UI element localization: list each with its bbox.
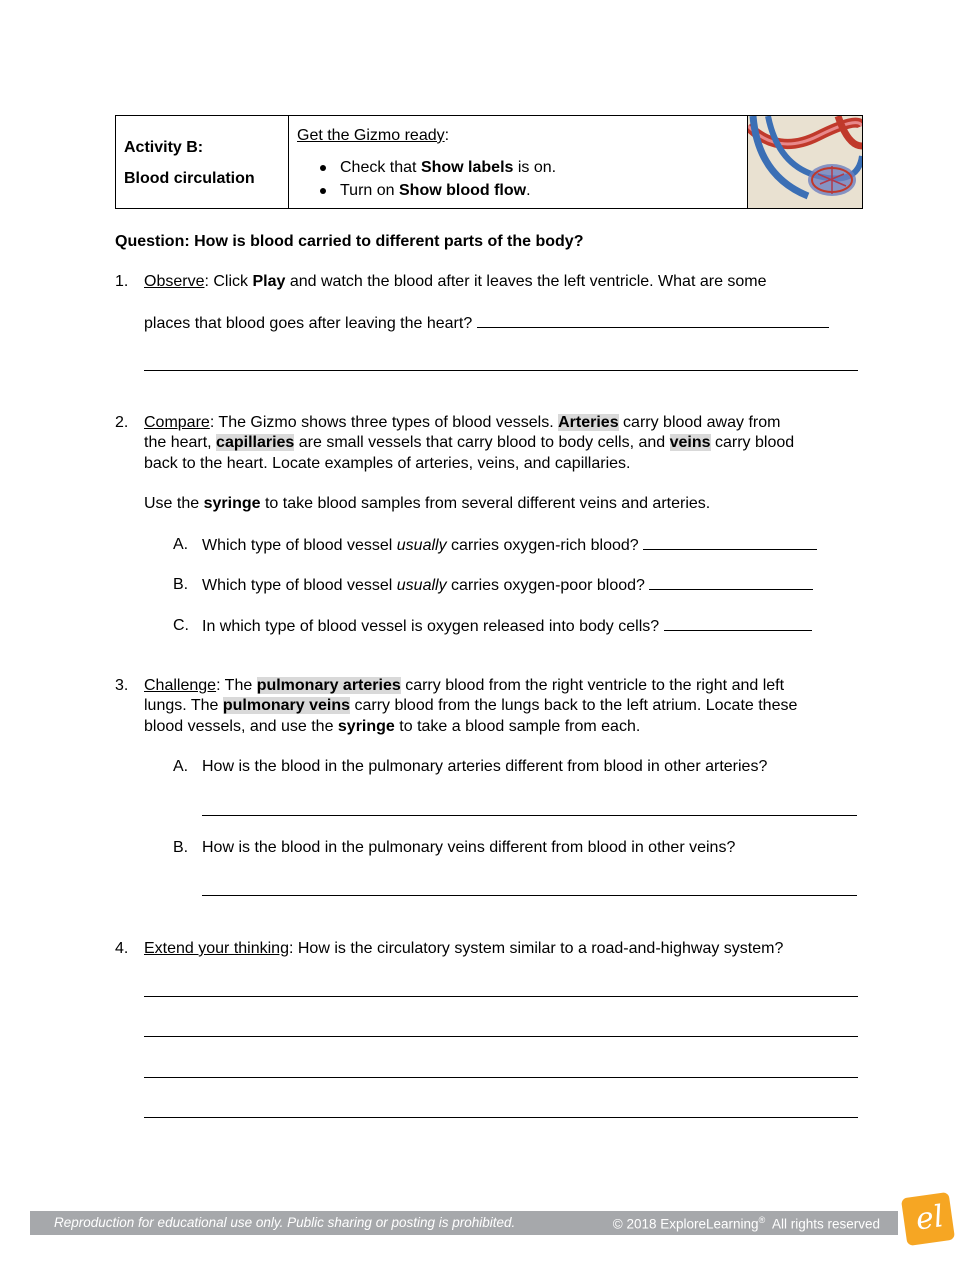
q2-line2: the heart, capillaries are small vessels that carry blood to body cells, and veins carry blood	[144, 434, 795, 451]
q3b-text: How is the blood in the pulmonary veins different from blood in other veins?	[202, 839, 736, 856]
q4-answer-line-2[interactable]	[144, 1036, 858, 1037]
q4-answer-line-1[interactable]	[144, 996, 858, 997]
blood-vessels-illustration	[748, 116, 862, 208]
q3b-answer-line[interactable]	[202, 895, 857, 896]
q2a-text: Which type of blood vessel usually carries oxygen-rich blood?	[202, 535, 817, 556]
q2b-letter: B.	[173, 576, 189, 593]
q3a-letter: A.	[173, 758, 189, 775]
q1-answer-line[interactable]	[144, 370, 858, 371]
bullet-icon	[320, 165, 326, 171]
q2a-answer-blank[interactable]	[643, 535, 817, 550]
gizmo-ready-cell	[289, 116, 748, 208]
activity-label: Activity B:	[124, 139, 204, 156]
blood-vessels-image	[748, 116, 862, 208]
q2b-answer-blank[interactable]	[649, 575, 813, 590]
q2-line1: Compare: The Gizmo shows three types of blood vessels. Arteries carry blood away from	[144, 414, 781, 431]
step-show-labels: Check that Show labels is on.	[340, 159, 557, 176]
step-show-blood-flow: Turn on Show blood flow.	[340, 182, 531, 199]
explorelearning-logo-icon: el	[901, 1192, 955, 1246]
q2c-letter: C.	[173, 617, 189, 634]
footer-disclaimer: Reproduction for educational use only. Public sharing or posting is prohibited.	[54, 1215, 516, 1230]
q2-number: 2.	[115, 414, 129, 431]
q2c-text: In which type of blood vessel is oxygen released into body cells?	[202, 616, 812, 637]
q2c-answer-blank[interactable]	[664, 616, 812, 631]
q3-line1: Challenge: The pulmonary arteries carry blood from the right ventricle to the right and left	[144, 677, 785, 694]
footer-copyright: © 2018 ExploreLearning® All rights reserved	[612, 1215, 880, 1232]
q2a-letter: A.	[173, 536, 189, 553]
q2-line4: Use the syringe to take blood samples from several different veins and arteries.	[144, 495, 711, 512]
q4-answer-line-4[interactable]	[144, 1117, 858, 1118]
activity-header-table	[115, 115, 863, 209]
question-heading: Question: How is blood carried to different parts of the body?	[115, 233, 584, 250]
q1-answer-blank[interactable]	[477, 313, 829, 328]
activity-title-cell	[116, 116, 289, 208]
q1-number: 1.	[115, 273, 129, 290]
q3b-letter: B.	[173, 839, 189, 856]
gizmo-ready-heading: Get the Gizmo ready:	[297, 127, 450, 144]
q3-line2: lungs. The pulmonary veins carry blood from the lungs back to the left atrium. Locate these	[144, 697, 798, 714]
q4-line1: Extend your thinking: How is the circulatory system similar to a road-and-highway system?	[144, 940, 784, 957]
q1-line2: places that blood goes after leaving the heart?	[144, 313, 829, 334]
q4-number: 4.	[115, 940, 129, 957]
q2-line3: back to the heart. Locate examples of arteries, veins, and capillaries.	[144, 455, 631, 472]
footer-bar	[30, 1211, 898, 1235]
q3-line3: blood vessels, and use the syringe to take a blood sample from each.	[144, 718, 641, 735]
q4-answer-line-3[interactable]	[144, 1077, 858, 1078]
q1-line1: Observe: Click Play and watch the blood after it leaves the left ventricle. What are some	[144, 273, 767, 290]
q3-number: 3.	[115, 677, 129, 694]
bullet-icon	[320, 188, 326, 194]
activity-title: Blood circulation	[124, 170, 255, 187]
q3a-answer-line[interactable]	[202, 815, 857, 816]
q2b-text: Which type of blood vessel usually carries oxygen-poor blood?	[202, 575, 813, 596]
q3a-text: How is the blood in the pulmonary arteries different from blood in other arteries?	[202, 758, 768, 775]
